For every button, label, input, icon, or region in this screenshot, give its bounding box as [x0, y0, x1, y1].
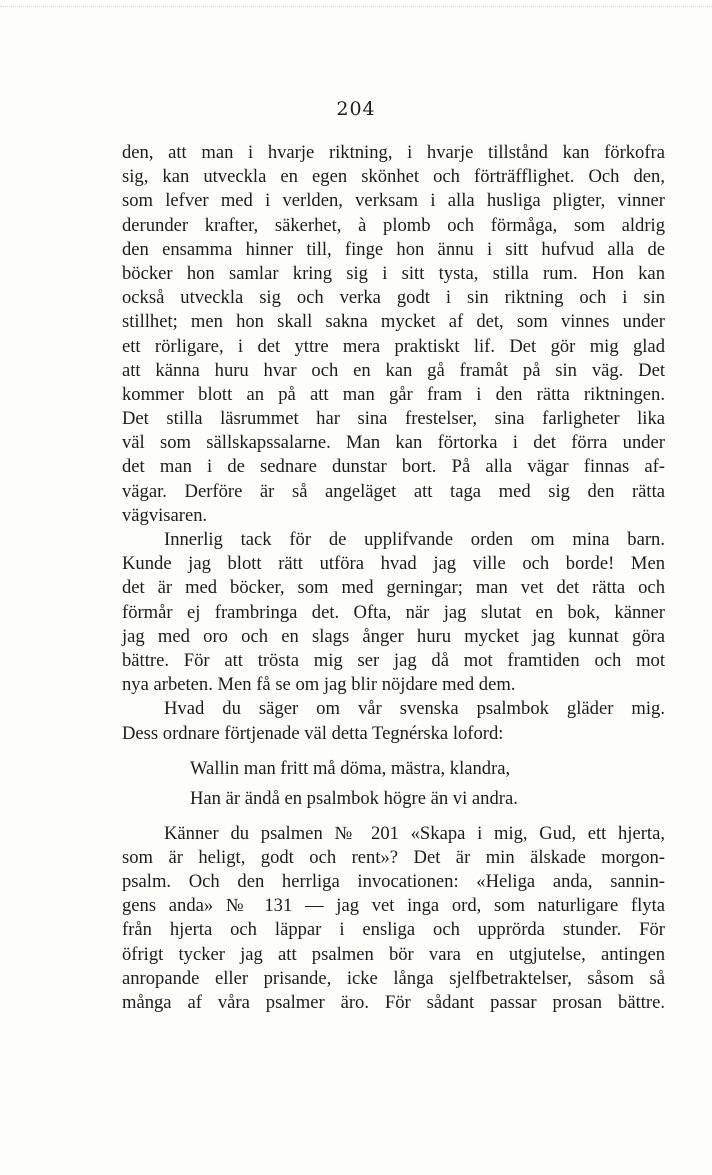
paragraph-1: [122, 141, 665, 528]
text-line: bättre. För att trösta mig ser jag då mot framtiden och mot: [122, 649, 665, 671]
text-line: det är med böcker, som med gerningar; man vet det rätta och: [122, 577, 665, 599]
text-line: förmår ej frambringa det. Ofta, när jag slutat en bok, känner: [122, 601, 665, 623]
text-line: den ensamma hinner till, finge hon ännu i sitt hufvud alla de: [122, 238, 665, 260]
scan-edge-artifact: [0, 6, 712, 9]
text-line: böcker hon samlar kring sig i sitt tysta, stilla rum. Hon kan: [122, 262, 665, 284]
text-line: gens anda» № 131 — jag vet inga ord, som naturligare flyta: [122, 895, 665, 917]
body-text: [122, 141, 665, 1015]
verse-line: Wallin man fritt må döma, mästra, klandra,: [190, 757, 511, 779]
text-line: nya arbeten. Men få se om jag blir nöjdare med dem.: [122, 674, 516, 696]
text-line: Kunde jag blott rätt utföra hvad jag ville och borde! Men: [122, 553, 665, 575]
text-line: den, att man i hvarje riktning, i hvarje tillstånd kan förkofra: [122, 142, 665, 163]
paragraph-3: [122, 697, 665, 745]
page-number: 204: [336, 98, 376, 120]
text-line: många af våra psalmer äro. För sådant passar prosan bättre.: [122, 992, 665, 1013]
paragraph-4: [122, 822, 665, 1016]
paragraph-2: [122, 528, 665, 697]
text-line: Hvad du säger om vår svenska psalmbok gläder mig.: [164, 698, 665, 720]
text-line: anropande eller prisande, icke långa sjelfbetraktelser, såsom så: [122, 967, 665, 989]
text-line: jag med oro och en slags ånger huru mycket jag kunnat göra: [122, 625, 665, 647]
text-line: sig, kan utveckla en egen skönhet och förträfflighet. Och den,: [122, 166, 665, 188]
text-line: psalm. Och den herrliga invocationen: «Heliga anda, sannin-: [122, 871, 665, 893]
text-line: vägar. Derföre är så angeläget att taga med sig den rätta: [122, 480, 665, 502]
text-line: som är heligt, godt och rent»? Det är min älskade morgon-: [122, 846, 665, 868]
text-line: öfrigt tycker jag att psalmen bör vara en utgjutelse, antingen: [122, 943, 665, 965]
text-line: från hjerta och läppar i ensliga och upprörda stunder. För: [122, 919, 665, 941]
text-line: som lefver med i verlden, verksam i alla husliga pligter, vinner: [122, 190, 665, 212]
text-line: väl som sällskapssalarne. Man kan förtorka i det förra under: [122, 432, 665, 454]
text-line: kommer blott an på att man går fram i den rätta riktningen.: [122, 383, 665, 405]
text-line: stillhet; men hon skall sakna mycket af det, som vinnes under: [122, 311, 665, 333]
text-line: Dess ordnare förtjenade väl detta Tegnérska loford:: [122, 722, 504, 744]
verse-line: Han är ändå en psalmbok högre än vi andra.: [190, 787, 518, 809]
verse-quote: [122, 754, 665, 814]
text-line: derunder krafter, säkerhet, à plomb och förmåga, som aldrig: [122, 214, 665, 236]
text-line: att känna huru hvar och en kan gå framåt på sin väg. Det: [122, 359, 665, 381]
text-line: ett rörligare, i det yttre mera praktiskt lif. Det gör mig glad: [122, 335, 665, 357]
text-line: vägvisaren.: [122, 504, 208, 526]
text-line: också utveckla sig och verka godt i sin riktning och i sin: [122, 287, 665, 309]
text-line: Innerlig tack för de upplifvande orden om mina barn.: [164, 529, 665, 550]
text-line: Känner du psalmen № 201 «Skapa i mig, Gud, ett hjerta,: [164, 822, 665, 844]
text-line: Det stilla läsrummet har sina frestelser, sina farligheter lika: [122, 408, 665, 430]
text-line: det man i de sednare dunstar bort. På alla vägar finnas af-: [122, 456, 665, 478]
